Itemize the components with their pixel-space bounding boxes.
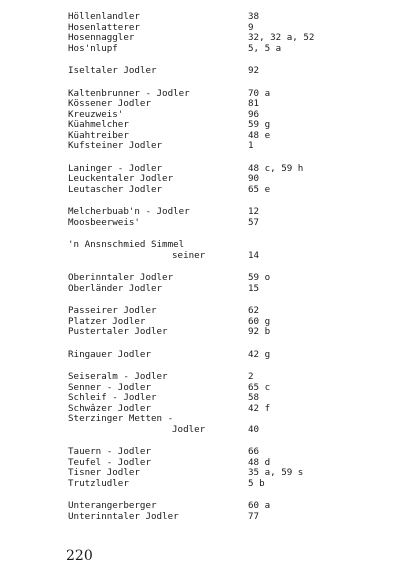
- entry-title: Leutascher Jodler: [68, 183, 163, 195]
- entry-reference: 66: [248, 446, 260, 457]
- index-entry: [68, 185, 388, 196]
- entry-title: Hosenlatterer: [68, 21, 140, 33]
- entry-reference: 90: [248, 173, 260, 184]
- entry-reference: 48 c, 59 h: [248, 162, 304, 174]
- index-entry: [68, 174, 388, 185]
- entry-reference: 2: [248, 371, 254, 382]
- entry-reference: 57: [248, 216, 260, 228]
- index-group: [68, 207, 388, 228]
- entry-title: Kreuzweis': [68, 108, 124, 120]
- entry-title: Moosbeerweis': [68, 216, 140, 228]
- entry-title: Hosennaggler: [68, 32, 135, 43]
- entry-title: seiner: [172, 249, 206, 261]
- index-entry: [68, 447, 388, 458]
- index-entry: [68, 120, 388, 131]
- page-number: 220: [66, 548, 93, 564]
- entry-reference: 59 o: [248, 272, 271, 283]
- index-entry: [68, 372, 388, 383]
- entry-reference: 59 g: [248, 119, 271, 130]
- entry-title: Kössener Jodler: [68, 98, 151, 109]
- entry-reference: 5, 5 a: [248, 42, 282, 54]
- entry-reference: 48 e: [248, 129, 271, 141]
- entry-title: Passeirer Jodler: [68, 305, 157, 316]
- entry-title: Pustertaler Jodler: [68, 326, 168, 337]
- index-entry: [68, 425, 388, 436]
- index-group: [68, 273, 388, 294]
- index-entry: [68, 393, 388, 404]
- index-group: [68, 164, 388, 196]
- index-entry: [68, 207, 388, 218]
- entry-title: Leuckentaler Jodler: [68, 173, 174, 184]
- entry-reference: 65 e: [248, 183, 271, 195]
- entry-reference: 42 g: [248, 348, 271, 360]
- entry-title: Sterzinger Metten -: [68, 413, 174, 424]
- index-entry: [68, 44, 388, 55]
- entry-reference: 70 a: [248, 87, 271, 99]
- entry-reference: 48 d: [248, 456, 271, 468]
- entry-title: Laninger - Jodler: [68, 162, 163, 174]
- entry-reference: 96: [248, 108, 260, 120]
- entry-title: Kufsteiner Jodler: [68, 140, 163, 151]
- index-group: [68, 12, 388, 54]
- entry-title: Trutzludler: [68, 477, 129, 489]
- index-entry: [68, 284, 388, 295]
- entry-reference: 65 c: [248, 381, 271, 393]
- entry-reference: 92 b: [248, 326, 271, 337]
- entry-reference: 77: [248, 510, 260, 522]
- entry-reference: 60 a: [248, 500, 271, 511]
- index-entry: [68, 12, 388, 23]
- entry-title: Tauern - Jodler: [68, 446, 151, 457]
- entry-title: Schwâzer Jodler: [68, 402, 151, 414]
- index-entry: [68, 501, 388, 512]
- entry-title: Platzer Jodler: [68, 315, 146, 327]
- entry-title: Küahmelcher: [68, 119, 129, 130]
- entry-reference: 81: [248, 98, 260, 109]
- index-entry: [68, 251, 388, 262]
- index-entry: [68, 99, 388, 110]
- index-entry: [68, 512, 388, 523]
- entry-title: 'n Ansnschmied Simmel: [68, 239, 185, 250]
- entry-title: Unterinntaler Jodler: [68, 510, 179, 522]
- entry-title: Jodler: [172, 423, 206, 435]
- entry-title: Iseltaler Jodler: [68, 65, 157, 76]
- entry-title: Senner - Jodler: [68, 381, 151, 393]
- song-index: [68, 12, 388, 534]
- entry-title: Küahtreiber: [68, 129, 129, 141]
- index-group: [68, 350, 388, 361]
- entry-title: Oberländer Jodler: [68, 282, 163, 294]
- entry-title: Hos'nlupf: [68, 42, 118, 54]
- index-group: [68, 240, 388, 261]
- index-entry: [68, 240, 388, 251]
- entry-title: Melcherbuab'n - Jodler: [68, 206, 190, 217]
- index-entry: [68, 306, 388, 317]
- index-entry: [68, 273, 388, 284]
- index-entry: [68, 479, 388, 490]
- entry-reference: 60 g: [248, 315, 271, 327]
- entry-reference: 1: [248, 140, 254, 151]
- entry-reference: 38: [248, 11, 260, 22]
- entry-reference: 14: [248, 249, 260, 261]
- entry-title: Teufel - Jodler: [68, 456, 151, 468]
- entry-reference: 58: [248, 392, 260, 403]
- index-group: [68, 447, 388, 489]
- entry-title: Kaltenbrunner - Jodler: [68, 87, 190, 99]
- entry-reference: 32, 32 a, 52: [248, 32, 315, 43]
- index-group: [68, 89, 388, 152]
- index-entry: [68, 350, 388, 361]
- index-group: [68, 306, 388, 338]
- index-entry: [68, 218, 388, 229]
- entry-reference: 15: [248, 282, 260, 294]
- entry-reference: 62: [248, 305, 260, 316]
- entry-title: Schleif - Jodler: [68, 392, 157, 403]
- entry-reference: 5 b: [248, 477, 265, 489]
- index-group: [68, 66, 388, 77]
- entry-title: Höllenlandler: [68, 11, 140, 22]
- entry-reference: 40: [248, 423, 260, 435]
- index-entry: [68, 468, 388, 479]
- entry-title: Seiseralm - Jodler: [68, 371, 168, 382]
- entry-reference: 12: [248, 206, 260, 217]
- entry-title: Tisner Jodler: [68, 467, 140, 478]
- index-group: [68, 501, 388, 522]
- index-entry: [68, 141, 388, 152]
- entry-title: Unterangerberger: [68, 500, 157, 511]
- entry-reference: 42 f: [248, 402, 271, 414]
- entry-title: Oberinntaler Jodler: [68, 272, 174, 283]
- entry-reference: 92: [248, 65, 260, 76]
- index-entry: [68, 414, 388, 425]
- index-group: [68, 372, 388, 435]
- entry-title: Ringauer Jodler: [68, 348, 151, 360]
- index-entry: [68, 33, 388, 44]
- index-entry: [68, 66, 388, 77]
- entry-reference: 35 a, 59 s: [248, 467, 304, 478]
- index-entry: [68, 327, 388, 338]
- entry-reference: 9: [248, 21, 254, 33]
